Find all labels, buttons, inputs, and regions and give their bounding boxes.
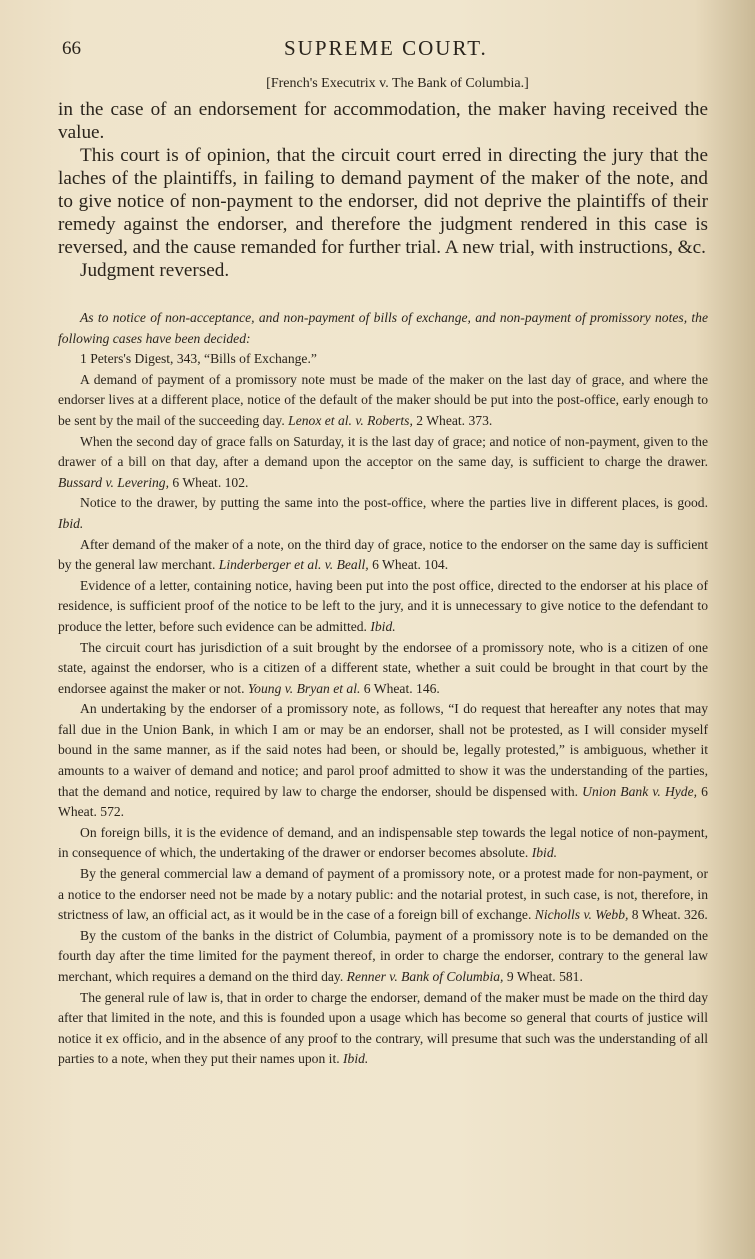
judgment-line: Judgment reversed. <box>80 260 230 281</box>
note-text: Evidence of a letter, containing notice, having been put into the post office, directed to the endorser at his place of residence, is sufficient proof of the notice to be left to the jury, and it is unnecessary to give notice to the defendant to produce the letter, before such evidence can be admitted. <box>58 577 708 634</box>
note-paragraph <box>58 493 708 534</box>
citation: 6 Wheat. 102. <box>169 474 249 490</box>
citation: 8 Wheat. 326. <box>628 907 708 923</box>
note-paragraph <box>58 988 708 1070</box>
note-text: The general rule of law is, that in order to charge the endorser, demand of the maker must be made on the third day after that limited in the note, and this is founded upon a usage which has become so general that courts of justice will notice it ex officio, and in the absence of any proof to the contrary, will presume that such was the understanding of all parties to a note, when they put their names upon it. <box>58 989 708 1067</box>
case-name: Young v. Bryan et al. <box>247 680 361 696</box>
page-number: 66 <box>62 38 81 59</box>
note-paragraph <box>58 576 708 638</box>
case-name: Ibid. <box>343 1051 369 1067</box>
case-name: Lenox et al. v. Roberts, <box>288 412 413 428</box>
note-paragraph <box>58 432 708 494</box>
note-text: An undertaking by the endorser of a promissory note, as follows, “I do request that hereafter any notes that may fall due in the Union Bank, in which I am or may be an endorser, shall not be protested, as I will consider myself bound in the same manner, as if the said notes had been, or should be, legally protested,” is ambiguous, whether it amounts to a waiver of demand and notice; and parol proof admitted to show it was the understanding of the parties, that the demand and notice, required by law to charge the endorser, should be dispensed with. <box>58 701 708 799</box>
case-caption: [French's Executrix v. The Bank of Columbia.] <box>266 76 529 91</box>
case-name: Ibid. <box>370 618 396 634</box>
note-text: The circuit court has jurisdiction of a suit brought by the endorsee of a promissory note, who is a citizen of one state, against the endorser, who is a citizen of a different state, whether a suit could be brought in that court by the endorsee against the maker or not. <box>58 639 708 696</box>
running-head: SUPREME COURT. <box>284 36 488 60</box>
note-paragraph <box>58 699 708 823</box>
notes-digest-reference: 1 Peters's Digest, 343, “Bills of Exchange.” <box>80 351 317 367</box>
citation: 6 Wheat. 146. <box>360 680 440 696</box>
case-name: Renner v. Bank of Columbia, <box>346 969 504 984</box>
case-name: Bussard v. Levering, <box>58 474 169 490</box>
case-name: Ibid. <box>58 515 84 531</box>
note-text: By the custom of the banks in the district of Columbia, payment of a promissory note is to be demanded on the fourth day after the time limited for the payment thereof, in order to charge the endorser, contrary to the general law merchant, which requires a demand on the third day. <box>58 927 708 984</box>
note-paragraph <box>58 535 708 576</box>
note-paragraph <box>58 823 708 864</box>
case-name: Linderberger et al. v. Beall, <box>218 557 369 573</box>
opinion-paragraph-1: in the case of an endorsement for accommodation, the maker having received the value. <box>58 99 708 143</box>
note-text: A demand of payment of a promissory note must be made of the maker on the last day of grace, and where the endorser lives at a different place, notice of the default of the maker should be put into the post-office, early enough to be sent by the mail of the succeeding day. <box>58 371 708 428</box>
citation: 2 Wheat. 373. <box>412 412 493 428</box>
case-notes <box>58 308 708 1070</box>
opinion-text <box>58 98 708 282</box>
note-text: Notice to the drawer, by putting the same into the post-office, where the parties live in different places, is good. <box>80 495 708 511</box>
case-name: Union Bank v. Hyde, <box>582 783 698 799</box>
page-header <box>62 34 715 64</box>
citation: 6 Wheat. 572. <box>58 783 708 820</box>
note-text: After demand of the maker of a note, on the third day of grace, notice to the endorser on the same day is sufficient by the general law merchant. <box>58 536 708 573</box>
notes-heading: As to notice of non-acceptance, and non-payment of bills of exchange, and non-payment of promissory notes, the following cases have been decided: <box>58 310 708 346</box>
citation: 9 Wheat. 581. <box>503 969 583 984</box>
note-paragraph <box>58 370 708 432</box>
note-paragraph <box>58 926 708 988</box>
case-name: Nicholls v. Webb, <box>534 907 629 923</box>
note-text: By the general commercial law a demand of payment of a promissory note, or a protest made for non-payment, or a notice to the endorser need not be made by a notary public: and the notarial protest, in such case, is not, therefore, in strictness of law, an official act, as it would be in the case of a foreign bill of exchange. <box>58 866 708 923</box>
citation: 6 Wheat. 104. <box>368 557 449 573</box>
note-text: When the second day of grace falls on Saturday, it is the last day of grace; and notice of non-payment, given to the drawer of a bill on that day, after a demand upon the acceptor on the same day, is sufficient to charge the drawer. <box>58 433 708 470</box>
note-text: On foreign bills, it is the evidence of demand, and an indispensable step towards the legal notice of non-payment, in consequence of which, the undertaking of the drawer or endorser becomes absolute. <box>58 824 708 861</box>
case-name: Ibid. <box>531 845 558 861</box>
note-paragraph <box>58 864 708 926</box>
opinion-paragraph-2: This court is of opinion, that the circuit court erred in directing the jury that the laches of the plaintiffs, in failing to demand payment of the maker of the note, and to give notice of non-payment to the endorser, did not deprive the plaintiffs of their remedy against the endorser, and therefore the judgment rendered in this case is reversed, and the cause remanded for further trial. A new trial, with instructions, &c. <box>58 145 708 258</box>
note-paragraph <box>58 638 708 700</box>
